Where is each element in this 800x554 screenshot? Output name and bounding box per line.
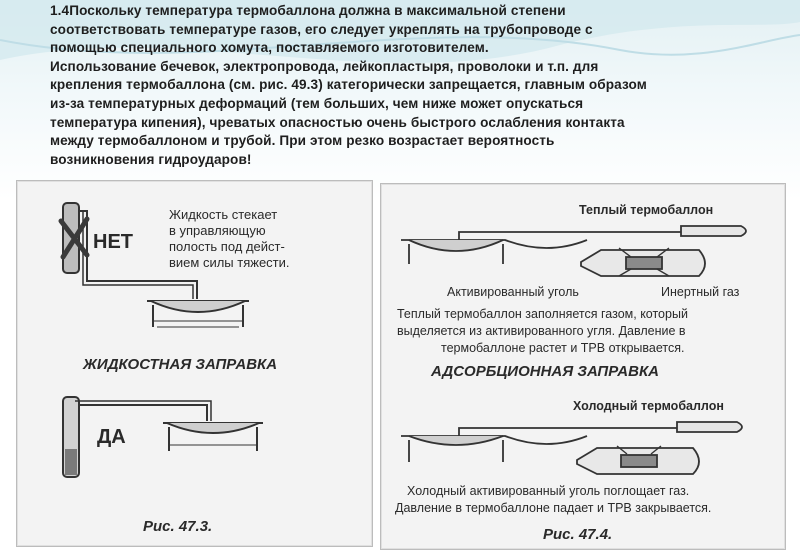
liquid-text-line: Жидкость стекает [169, 207, 278, 222]
warm-bulb-drawing [401, 226, 746, 276]
valve-dome-drawing [163, 423, 263, 451]
warm-bulb-label: Теплый термобаллон [579, 203, 714, 217]
warm-text-line: Теплый термобаллон заполняется газом, который [397, 307, 688, 321]
figure-caption: Рис. 47.4. [543, 526, 613, 543]
slide-body-text [50, 2, 775, 169]
figure-47-4-drawing [381, 184, 785, 549]
warm-text-line: выделяется из активированного угля. Давление в [397, 324, 686, 338]
valve-dome-drawing [147, 301, 249, 327]
body-line: крепления термобаллона (см. рис. 49.3) категорически запрещается, главным образом [50, 77, 647, 93]
figure-47-3-drawing [17, 181, 372, 546]
bulb-correct-drawing [63, 397, 211, 477]
carbon-label: Активированный уголь [447, 285, 579, 299]
liquid-text-line: полость под дейст- [169, 239, 285, 254]
cold-bulb-drawing [401, 422, 742, 474]
figure-47-3 [16, 180, 373, 547]
figure-caption: Рис. 47.3. [143, 518, 213, 535]
warm-text-line: термобаллоне растет и ТРВ открывается. [441, 341, 685, 355]
body-line: температура кипения), чреватых опасностью очень быстрого ослабления контакта [50, 114, 625, 130]
body-line: Использование бечевок, электропровода, лейкопластыря, проволоки и т.п. для [50, 58, 599, 74]
cold-text-line: Холодный активированный уголь поглощает газ. [407, 484, 690, 498]
cold-text-line: Давление в термобаллоне падает и ТРВ закрывается. [395, 501, 712, 515]
figure-47-4 [380, 183, 786, 550]
yes-mark: ДА [97, 426, 126, 448]
liquid-section-title: ЖИДКОСТНАЯ ЗАПРАВКА [83, 356, 278, 373]
cold-bulb-label: Холодный термобаллон [573, 399, 724, 413]
no-mark: НЕТ [93, 231, 133, 253]
body-line: из-за температурных деформаций (тем больших, чем ниже может опускаться [50, 95, 584, 111]
heading-line: помощью специального хомута, поставляемого изготовителем. [50, 40, 489, 56]
inert-gas-label: Инертный газ [661, 285, 740, 299]
adsorption-section-title: АДСОРБЦИОННАЯ ЗАПРАВКА [431, 363, 660, 380]
liquid-text-line: вием силы тяжести. [169, 255, 290, 270]
liquid-text-line: в управляющую [169, 223, 266, 238]
body-line: возникновения гидроударов! [50, 151, 252, 167]
body-line: между термобаллоном и трубой. При этом резко возрастает вероятность [50, 133, 555, 149]
heading-line: 1.4Поскольку температура термобаллона должна в максимальной степени [50, 3, 566, 18]
heading-line: соответствовать температуре газов, его следует укреплять на трубопроводе с [50, 21, 593, 37]
